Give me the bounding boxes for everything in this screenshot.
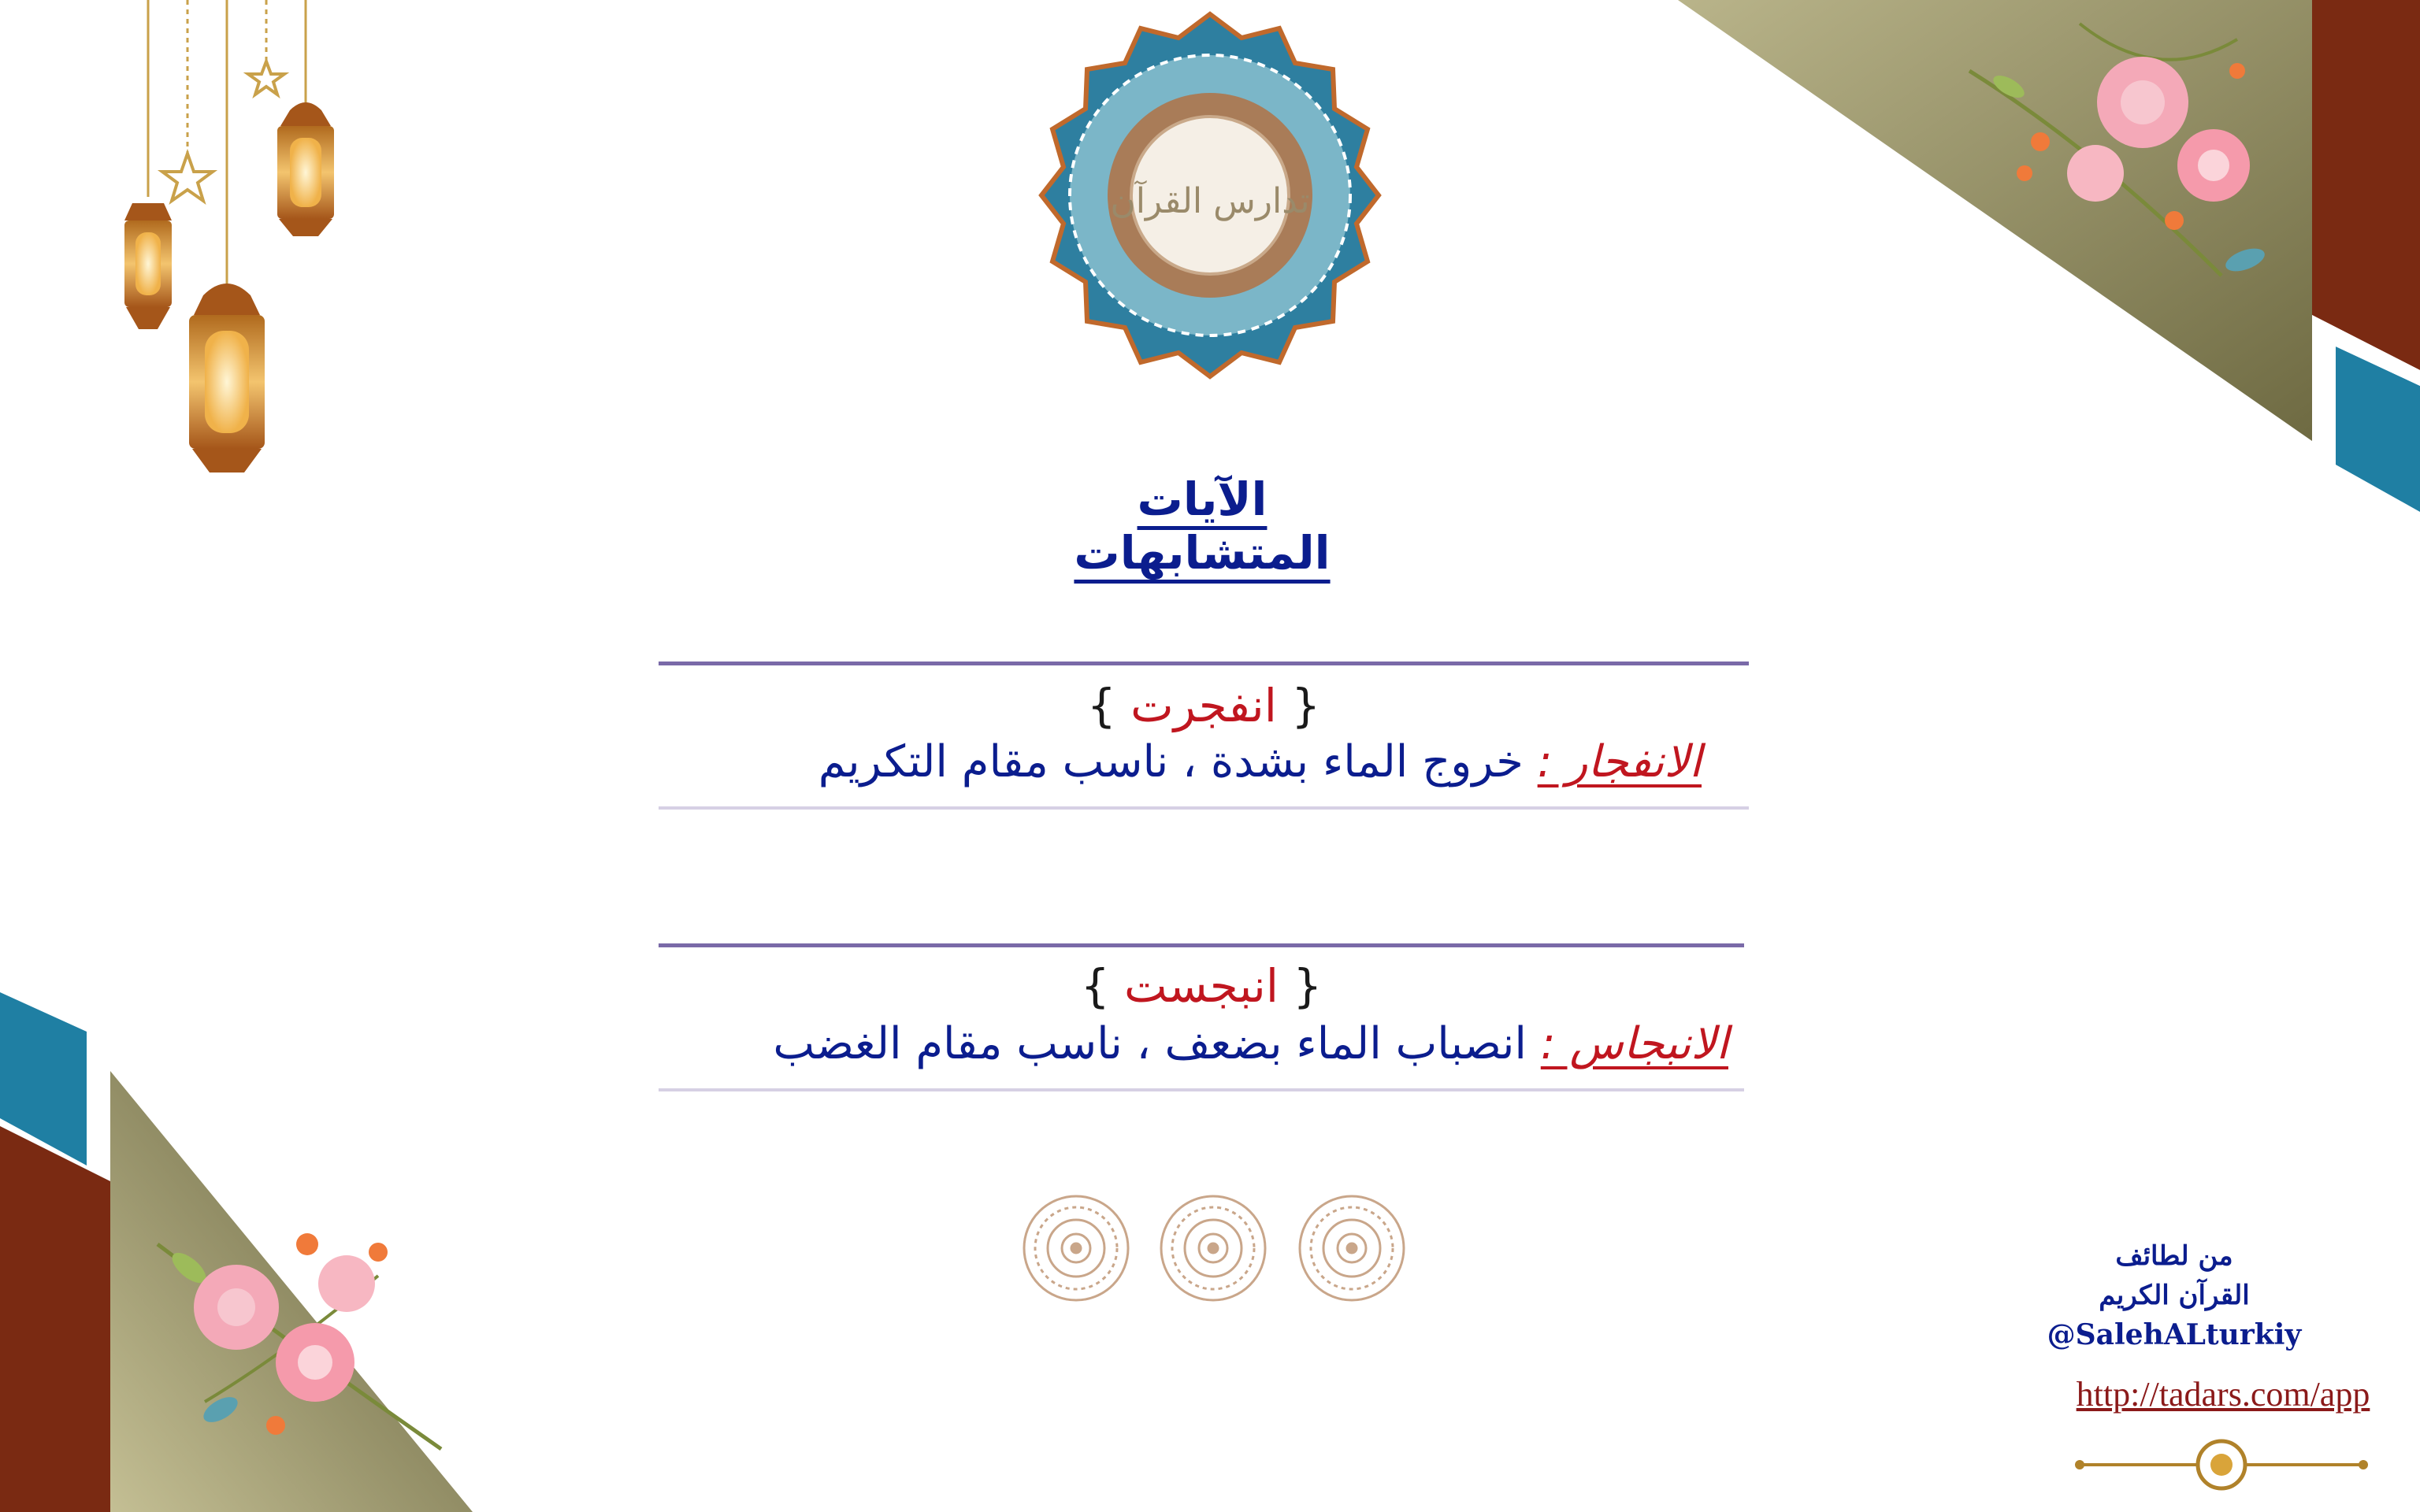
tadars-link[interactable]: http://tadars.com/app (2076, 1375, 2370, 1414)
card-bottom-rule (659, 1088, 1744, 1091)
definition-term: الانفجار : (1537, 736, 1702, 788)
bottom-left-corner-decor (0, 992, 473, 1512)
quran-rosette-logo-icon (1041, 14, 1379, 376)
definition-text: انصباب الماء بضعف ، ناسب مقام الغضب (773, 1018, 1527, 1069)
credit-line-1: من لطائف (2115, 1240, 2233, 1272)
page-title: الآيات المتشابهات (1074, 472, 1331, 580)
verse-word: انفجرت (1130, 679, 1277, 732)
hanging-star-icon (162, 61, 284, 201)
credit-line-2: القرآن الكريم (2099, 1280, 2250, 1311)
definition-line (659, 1018, 1728, 1069)
credit-block (2017, 1236, 2332, 1354)
verse-pair-card-2 (659, 943, 1744, 1091)
open-brace: { (1293, 959, 1323, 1013)
verse-word-line (659, 679, 1749, 732)
svg-text:تدارس القرآن: تدارس القرآن (1110, 181, 1310, 221)
open-brace: { (1291, 679, 1321, 732)
close-brace: } (1086, 679, 1116, 732)
definition-term: الانبجاس : (1540, 1018, 1728, 1069)
card-bottom-rule (659, 806, 1749, 810)
mandala-ornament-icon (1024, 1196, 1404, 1300)
credit-handle: @SalehALturkiy (2047, 1318, 2302, 1351)
definition-text: خروج الماء بشدة ، ناسب مقام التكريم (818, 736, 1524, 788)
card-top-rule (659, 943, 1744, 947)
definition-line (659, 736, 1702, 788)
verse-word-line (659, 959, 1744, 1013)
top-right-corner-decor (1678, 0, 2420, 512)
ramadan-lantern-icon (124, 102, 334, 472)
card-top-rule (659, 662, 1749, 665)
close-brace: } (1080, 959, 1110, 1013)
verse-word: انبجست (1124, 959, 1279, 1013)
verse-pair-card-1 (659, 662, 1749, 810)
ornamental-divider-icon (2075, 1441, 2368, 1488)
